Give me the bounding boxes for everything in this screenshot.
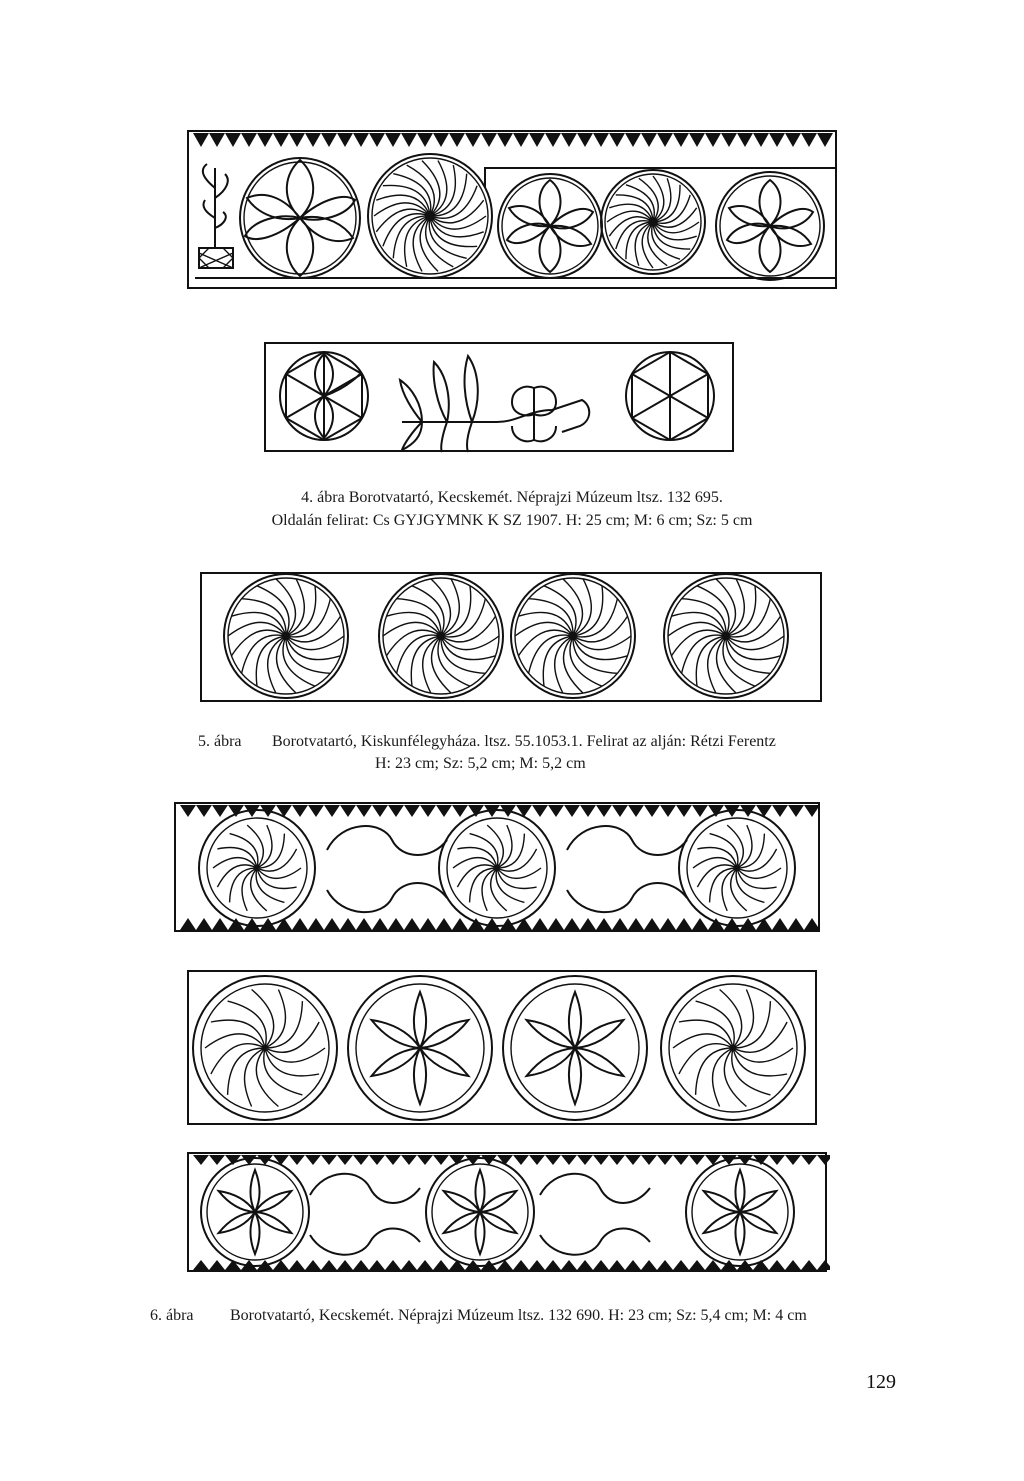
figure-5-panel: [198, 570, 826, 705]
figure-5-caption-line-2: H: 23 cm; Sz: 5,2 cm; M: 5,2 cm: [375, 755, 586, 772]
figure-5-label: 5. ábra: [198, 733, 242, 750]
swirl-rosette-1: [224, 574, 348, 698]
flower-rosette-2: [426, 1158, 534, 1266]
flower-rosette-1: [201, 1158, 309, 1266]
rosette-1: [193, 976, 337, 1120]
swirl-rosette-4: [664, 574, 788, 698]
figure-4-caption-line-1: 4. ábra Borotvatartó, Kecskemét. Néprajzi Múzeum ltsz. 132 695.: [301, 489, 723, 506]
rosette-4-swirl: [601, 170, 705, 274]
figure-5-caption-line-1: Borotvatartó, Kiskunfélegyháza. ltsz. 55.1053.1. Felirat az alján: Rétzi Ferentz: [272, 733, 776, 750]
figure-6-panel-c: [185, 1150, 830, 1275]
page-number: 129: [866, 1371, 896, 1393]
figure-4-side-panel: [262, 340, 737, 455]
rosette-2: [348, 976, 492, 1120]
swirl-rosette-3: [511, 574, 635, 698]
wheel-rosette-1: [199, 810, 315, 926]
rosette-5: [716, 172, 824, 280]
figure-6-label: 6. ábra: [150, 1307, 194, 1324]
leaf-branch-motif: [400, 356, 589, 452]
rosette-3: [498, 174, 602, 278]
rosette-2-swirl: [368, 154, 492, 278]
swirl-rosette-2: [379, 574, 503, 698]
figure-6-panel-a: [172, 800, 822, 935]
rosette-4: [661, 976, 805, 1120]
six-petal-rosette-right: [626, 352, 714, 440]
flower-rosette-3: [686, 1158, 794, 1266]
wheel-rosette-3: [679, 810, 795, 926]
rosette-1: [240, 158, 360, 278]
six-petal-rosette-left: [280, 352, 368, 440]
wheel-rosette-2: [439, 810, 555, 926]
figure-6-caption: Borotvatartó, Kecskemét. Néprajzi Múzeum ltsz. 132 690. H: 23 cm; Sz: 5,4 cm; M: 4 cm: [230, 1307, 807, 1324]
rosette-3: [503, 976, 647, 1120]
figure-6-panel-b: [185, 968, 820, 1128]
figure-4-top-panel: [185, 128, 840, 293]
plant-in-pot-motif: [199, 164, 233, 268]
figure-4-caption-line-2: Oldalán felirat: Cs GYJGYMNK K SZ 1907. H: 25 cm; M: 6 cm; Sz: 5 cm: [271, 512, 753, 529]
